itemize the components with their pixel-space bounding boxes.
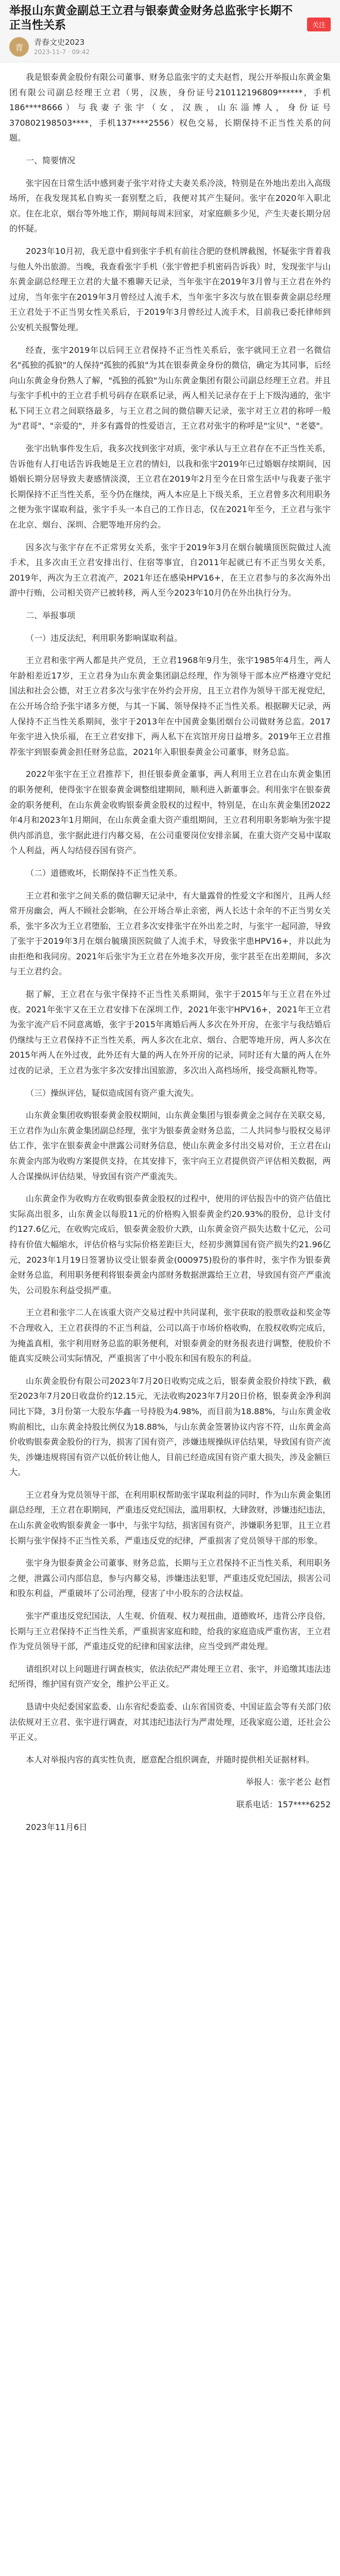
avatar[interactable]: 青 [9, 37, 29, 57]
closing-paragraph: 本人对举报内容的真实性负责，愿意配合组织调查，并随时提供相关证据材料。 [26, 1754, 315, 1765]
follow-button[interactable]: 关注 [307, 18, 331, 31]
section-1-paragraph: 经查，张宇2019年以后同王立君保持不正当性关系后，张宇就同王立君一名微信名"孤独的孤狼"的人保持"孤独的孤狼"为其在银泰黄金身份的微信，确定为其同事，后经向山东黄金身份熟人了解，"孤独的孤狼"为山东黄金集团有限公司副总经理王立君。并且与张宇手机中的王立君手机号码存在联系记录，两人相关记录存在于上下级沟通的，张宇私下同王立君之间联络最多，与王立君之间的微信聊天记录，张宇对王立君的称呼一般为"君哥"、"亲爱的"，并多有露骨的性爱语言，王立君对张宇的称呼是"宝贝"、"老婆"。 [9, 345, 331, 431]
post-time: 2023-11-7 · 09:42 [34, 48, 90, 56]
post-title: 举报山东黄金副总王立君与银泰黄金财务总监张宇长期不正当性关系 [9, 5, 293, 32]
subsection-3-paragraph: 山东黄金股份有限公司2023年7月20日收购完成之后，银泰黄金股价持续下跌，截至2023年7月20日收盘价约12.15元，无法收购2023年7月20日价格，银泰黄金净利润同比下降，3月份第一大股东华鑫一号持股为4.98%，而目前为18.88%，与山东黄金收购前相比，山东黄金持股比例仅为18.88%，与山东黄金签署协议内容不符，山东黄金高价收购银泰黄金股份的行为，损害了国有资产，涉嫌违规操纵评估结果，导致国有资产流失，涉嫌违规将国有资产以低价转让他人，目前已经造成国有资产重大损失，涉及金额巨大。 [9, 1376, 331, 1478]
subsection-1-heading: （一）违反法纪，利用职务影响谋取利益。 [26, 633, 183, 643]
section-2-heading: 二、举报事项 [26, 611, 76, 620]
author-meta [9, 22, 331, 57]
summary-paragraph: 请组织对以上问题进行调查核实，依法依纪严肃处理王立君、张宇，并追缴其违法违纪所得，维护国有资产安全，维护公平正义。 [9, 1664, 331, 1689]
author-block [34, 38, 90, 56]
summary-paragraph: 王立君身为党员领导干部，在利用职权帮助张宇谋取利益的同时，作为山东黄金集团副总经理，王立君在职期间，严重违反党纪国法，滥用职权，大肆敛财，涉嫌违纪违法，在山东黄金收购银泰黄金一事中，与张宇勾结，损害国有资产，涉嫌职务犯罪，且王立君长期与张宇保持不正当性关系，严重违反党的纪律，严重损害了党员领导干部的形象。 [9, 1489, 331, 1546]
post-header [0, 0, 340, 62]
summary-paragraph: 张宇身为银泰黄金公司董事、财务总监，长期与王立君保持不正当性关系，利用职务之便，泄露公司内部信息，参与内幕交易，涉嫌违法犯罪，严重违反党纪国法，损害公司和股东利益，严重破坏了公司治理，侵害了中小股东的合法权益。 [9, 1558, 331, 1599]
author-name[interactable]: 青春文史2023 [34, 38, 85, 47]
section-1-paragraph: 张宇出轨事件发生后，我多次找到张宇对质，张宇承认与王立君存在不正当性关系，告诉他有人打电话告诉我她是王立君的情妇，以我和张宇2019年已过婚姻存续期间，因婚姻长期分居导致夫妻感情淡漠，王立君在2019年2月至今在日常生活中与我妻子张宇长期保持不正当性关系，至今仍在继续，两人本应是上下级关系，王立君曾多次利用职务之便为张宇谋取利益，张宇手头一本自己的工作日志，仅在2021年至今，王立君与张宇在北京、烟台、深圳、合肥等地开房约会。 [9, 444, 331, 530]
article-body [0, 62, 340, 1835]
subsection-3-paragraph: 王立君和张宇二人在该重大资产交易过程中共同谋利，张宇获取的股票收益和奖金等不合理收入，王立君获得的不正当利益，公司以高于市场价格收购，在股权收购完成后，为掩盖真相，张宇利用财务总监的职务便利，对银泰黄金的财务报表进行调整，使股价不能真实反映公司实际情况，严重损害了中小股东和国有股东的利益。 [9, 1308, 331, 1364]
subsection-2-paragraph: 王立君和张宇之间关系的微信聊天记录中，有大量露骨的性爱文字和图片，且两人经常开房幽会，两人不顾社会影响，在公开场合举止亲密，两人长达十余年的不正当男女关系，张宇多次为王立君堕胎，王立君多次安排张宇在外出差之时，与张宇一起同游，导致了张宇于2019年3月在烟台毓璜顶医院做了人流手术，导致张宇患HPV16+，并以此为由拒绝和我同房。2021年后张宇为王立君在外地多次开房，张宇甚至在出差期间，多次与王立君约会。 [9, 890, 331, 977]
subsection-1-paragraph: 王立君和张宇两人都是共产党员，王立君1968年9月生，张宇1985年4月生，两人年龄相差近17岁，王立君身为山东黄金集团副总经理，作为领导干部本应严格遵守党纪国法和社会公德，对王立君多次与张宇在外约会开房，且王立君作为领导干部无视党纪，在公开场合给予张宇诸多方便，与其一下属、领导保持不正当性关系。根据聊天记录，两人保持不正当性关系期间，张宇于2013年在中国黄金集团烟台公司做财务总监。2017年张宇进入快乐福，在王立君安排下，两人私下在宾馆开房日益增多。2019年王立君推荐张宇到银泰黄金担任财务总监，2021年入职银泰黄金公司董事，财务总监。 [9, 655, 331, 757]
section-1-paragraph: 因多次与张宇存在不正常男女关系，张宇于2019年3月在烟台毓璜顶医院做过人流手术，且多次由王立君安排出行、住宿等事宜，自2011年起就已有不正当男女关系，2019年，两次为王立君流产，2021年还在感染HPV16+，在王立君参与的多次海外出游中行贿，公司相关资产已被转移，两人至今2023年10月仍在外出执行分为。 [9, 542, 331, 598]
closing-paragraph: 恳请中央纪委国家监委、山东省纪委监委、山东省国资委、中国证监会等有关部门依法依规对王立君、张宇进行调查，对其违纪违法行为严肃处理，还我家庭公道，还社会公平正义。 [9, 1702, 331, 1742]
subsection-2-paragraph: 据了解，王立君在与张宇保持不正当性关系期间，张宇于2015年与王立君在外过夜。2021年张宇又在王立君安排下在深圳工作，2021年张宇HPV16+，2021年王立君为张宇流产后不同意离婚，张宇于2015年离婚后两人多次在外开房，在张宇与我结婚后仍继续与王立君保持不正当性关系，两人多次在北京、烟台、合肥等地开房，两人多次在2015年两人在外过夜，此外还有大量的两人在外开房的记录，同时还有大量的两人在外过夜的记录，王立君为张宇多次安排出国旅游，多次出入高档场所，接受高额礼物等。 [9, 989, 331, 1076]
subsection-3-paragraph: 山东黄金作为收购方在收购银泰黄金股权的过程中，使用的评估报告中的资产估值比实际高出很多，山东黄金以每股11元的价格购入银泰黄金约20.93%的股份，总计支付约127.6亿元，在收购完成后，银泰黄金股价大跌，山东黄金资产损失达数十亿元，公司持有价值大幅缩水，评估价格与实际价格差距巨大，经初步测算国有资产损失约21.96亿元，2023年1月19日签署协议受让银泰黄金(000975)股份的事件时，张宇作为银泰黄金财务总监，利用职务便利将银泰黄金内部财务数据泄露给王立君，导致国有资产严重流失，公司股东利益受损严重。 [9, 1194, 331, 1295]
subsection-2-heading: （二）道德败坏，长期保持不正当性关系。 [26, 868, 183, 878]
subsection-1-paragraph: 2022年张宇在王立君推荐下，担任银泰黄金董事，两人利用王立君在山东黄金集团的职务便利，使得张宇在银泰黄金调整组建期间，顺利进入新董事会。利用张宇在银泰黄金的职务便利，在山东黄金收购银泰黄金股权的过程中，特别是，在山东黄金集团2022年4月和2023年1月期间，在山东黄金重大资产重组期间，王立君利用职务影响为张宇提供内部消息，张宇据此进行内幕交易，在公司重要岗位安排亲属，在重大资产交易中谋取个人利益，两人勾结侵吞国有资产。 [9, 769, 331, 856]
section-1-paragraph: 2023年10月初，我无意中看到张宇手机有前往合肥的登机牌截图，怀疑张宇背着我与他人外出旅游。当晚，我查看张宇手机（张宇曾把手机密码告诉我）时，发现张宇与山东黄金副总经理王立君的大量不雅聊天记录，当年张宇在2019年3月曾与王立君在外约过房，当年张宇在2019年3月曾经过人流手术，当年张宇多次与放在银泰黄金副总经理王立君处于不正当男女性关系后，于2019年3月曾经过人流手术，目前我已委托律师到公安机关报警处理。 [9, 246, 331, 332]
summary-paragraph: 张宇严重违反党纪国法，人生观、价值观、权力观扭曲，道德败坏，违背公序良俗，长期与王立君保持不正当性关系，严重损害家庭和睦，给我的家庭造成严重伤害，王立君作为党员领导干部，严重违反党的纪律和国家法律，应当受到严肃处理。 [9, 1611, 331, 1652]
section-1-paragraph: 张宇因在日常生活中感到妻子张宇对待丈夫妻关系冷淡，特别是在外地出差出入高级场所，在我发现其私自购买一套别墅之后，我便对其产生疑问。张宇在2020年入职北京。住在北京，烟台等外地工作，期间每周末回家，对家庭颇多少见，产生夫妻长期分居的怀疑。 [9, 178, 331, 234]
signature-phone: 联系电话：157****6252 [236, 1799, 331, 1809]
intro-paragraph: 我是银泰黄金股份有限公司董事、财务总监张宇的丈夫赵哲，现公开举报山东黄金集团有限公司副总经理王立君（男，汉族，身份证号210112196809******，手机186****8666）与我妻子张宇（女，汉族，山东淄博人，身份证号370802198503****，手机137****2556）权色交易，长期保持不正当性关系的问题。 [9, 72, 331, 143]
signature-date: 2023年11月6日 [26, 1822, 88, 1832]
subsection-3-paragraph: 山东黄金集团收购银泰黄金股权期间，山东黄金集团与银泰黄金之间存在关联交易，王立君作为山东黄金集团副总经理，张宇为银泰黄金财务总监，二人共同参与股权交易评估工作，张宇在银泰黄金中泄露公司财务信息，使山东黄金多付出交易对价，王立君在山东黄金内部为收购方案提供支持，在其安排下，张宇向王立君提供资产评估相关数据，两人合谋操纵评估结果，导致国有资产严重流失。 [9, 1110, 331, 1181]
subsection-3-heading: （三）操纵评估，疑似造成国有资产重大流失。 [26, 1088, 199, 1098]
signature-name: 举报人：张宇老公 赵哲 [245, 1777, 331, 1787]
section-1-heading: 一、简要情况 [26, 155, 76, 165]
